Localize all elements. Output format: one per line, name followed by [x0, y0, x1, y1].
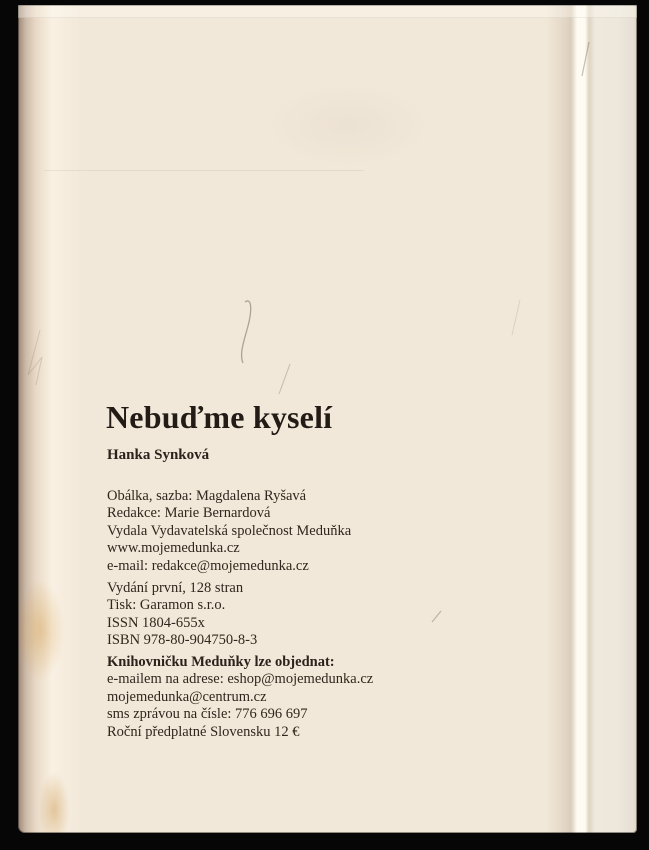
- ordering-block: [107, 654, 373, 741]
- imprint-line-website: www.mojemedunka.cz: [107, 540, 240, 557]
- imprint-line-email: e-mail: redakce@mojemedunka.cz: [107, 557, 309, 574]
- ordering-line-email: e-mailem na adrese: eshop@mojemedunka.cz: [107, 671, 374, 688]
- ordering-line-sms: sms zprávou na čísle: 776 696 697: [107, 706, 308, 723]
- imprint-line: Obálka, sazba: Magdalena Ryšavá: [107, 488, 307, 504]
- imprint-line: Redakce: Marie Bernardová: [107, 505, 271, 522]
- edition-line-issn: ISSN 1804-655x: [107, 614, 205, 631]
- book-author: Hanka Synková: [107, 447, 210, 463]
- edition-line: Vydání první, 128 stran: [107, 580, 244, 596]
- imprint-line: Vydala Vydavatelská společnost Meduňka: [107, 522, 352, 539]
- book-title: Nebuďme kyselí: [106, 399, 333, 435]
- imprint-block: [107, 488, 351, 575]
- ordering-heading: Knihovničku Meduňky lze objednat:: [107, 654, 335, 670]
- ordering-line-price: Roční předplatné Slovensku 12 €: [107, 723, 300, 740]
- ordering-line-email2: mojemedunka@centrum.cz: [107, 688, 267, 705]
- paper-crease: [44, 170, 364, 171]
- edition-block: [107, 580, 257, 650]
- edition-line: Tisk: Garamon s.r.o.: [107, 597, 226, 614]
- edition-line-isbn: ISBN 978-80-904750-8-3: [107, 632, 258, 649]
- page-top-edge: [18, 5, 637, 18]
